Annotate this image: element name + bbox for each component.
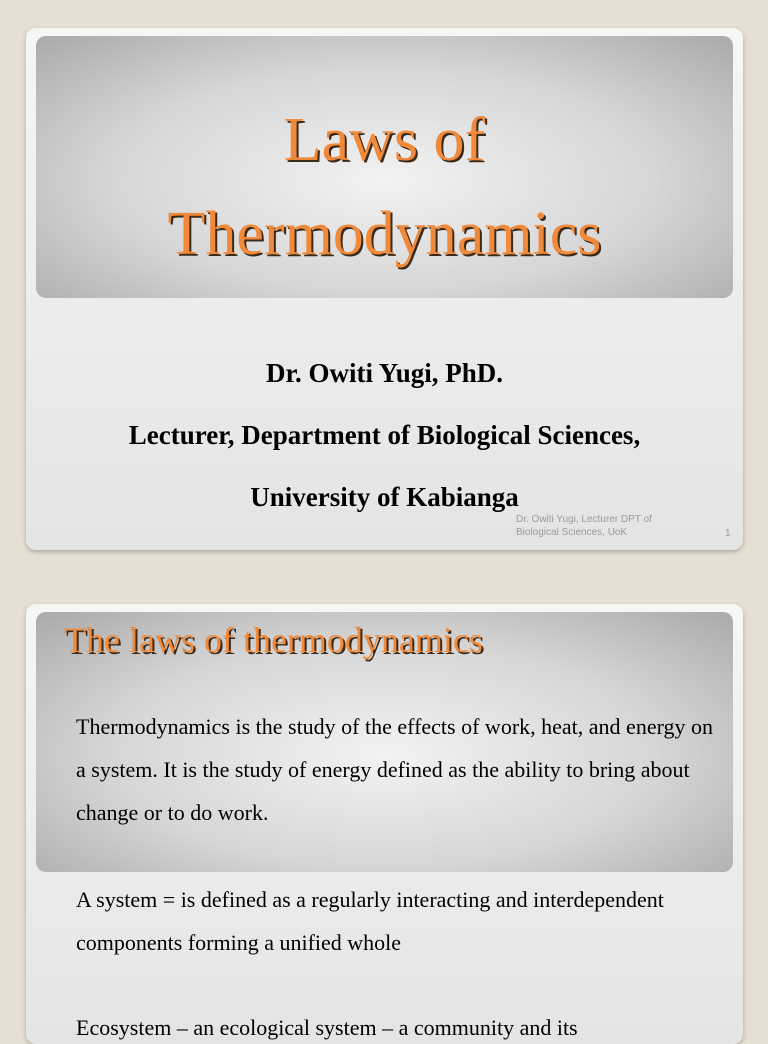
title-line-1: Laws of bbox=[283, 106, 486, 174]
paragraph-system: A system = is defined as a regularly interacting and interdependent components forming a unified whole bbox=[76, 887, 664, 955]
paragraph-ecosystem: Ecosystem – an ecological system – a community and its bbox=[76, 1015, 578, 1040]
author-institution: University of Kabianga bbox=[250, 482, 519, 512]
footer-line-2: Biological Sciences, UoK bbox=[516, 527, 628, 538]
author-block bbox=[26, 342, 743, 528]
footer-line-1: Dr. Owiti Yugi, Lecturer DPT of bbox=[516, 514, 652, 525]
page-number: 1 bbox=[725, 528, 731, 539]
author-name: Dr. Owiti Yugi, PhD. bbox=[265, 358, 504, 388]
slide-footer bbox=[516, 513, 686, 539]
title-slide bbox=[26, 28, 743, 550]
title-line-2: Thermodynamics bbox=[167, 200, 602, 268]
slide-heading: The laws of thermodynamics bbox=[64, 620, 483, 660]
paragraph-definition: Thermodynamics is the study of the effects of work, heat, and energy on a system. It is the study of energy defined as the ability to bring about change or to do work. bbox=[76, 714, 714, 825]
content-slide bbox=[26, 604, 743, 1044]
slide-title bbox=[26, 93, 743, 281]
author-position: Lecturer, Department of Biological Sciences, bbox=[128, 420, 641, 450]
